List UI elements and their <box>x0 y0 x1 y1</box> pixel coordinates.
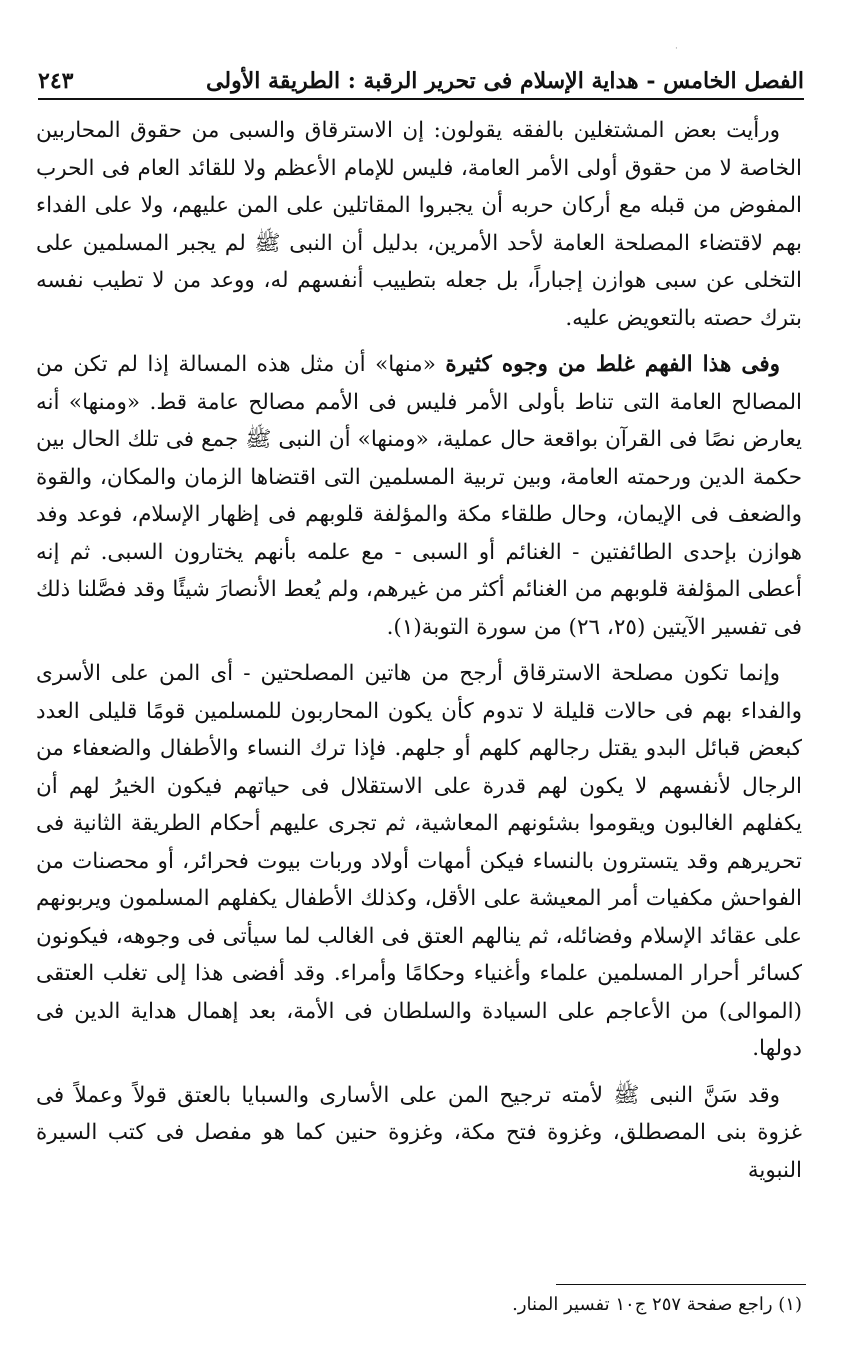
footnote: (١) راجع صفحة ٢٥٧ ج١٠ تفسير المنار. <box>512 1294 802 1315</box>
running-header <box>38 58 804 100</box>
paragraph-text: وقد سَنَّ النبى ﷺ لأمته ترجيح المن على الأسارى والسبايا بالعتق قولاً وعملاً فى غزوة بنى المصطلق، وغزوة فتح مكة، وغزوة حنين كما هو مفصل فى كتب السيرة النبوية <box>36 1082 802 1183</box>
chapter-title: الفصل الخامس - هداية الإسلام فى تحرير الرقبة : الطريقة الأولى <box>206 68 804 94</box>
paragraph <box>36 346 802 646</box>
scan-speck: · <box>675 44 678 54</box>
paragraph-text: ورأيت بعض المشتغلين بالفقه يقولون: إن الاسترقاق والسبى من حقوق المحاربين الخاصة لا من حقوق أولى الأمر العامة، فليس للإمام الأعظم ولا للقائد العام فى الحرب المفوض من قبله مع أركان حربه أن يجبروا المقاتلين على المن عليهم، ولا على الفداء بهم لاقتضاء المصلحة العامة لأحد الأمرين، بدليل أن النبى ﷺ لم يجبر المسلمين على التخلى عن سبى هوازن إجباراً، بل جعله بتطييب أنفسهم له، ووعد من لا تطيب نفسه بترك حصته بالتعويض عليه. <box>36 118 802 331</box>
footnote-divider <box>556 1284 806 1285</box>
paragraph <box>36 112 802 337</box>
paragraph-lead: وفى هذا الفهم غلط من وجوه كثيرة <box>445 352 780 377</box>
main-text <box>36 112 802 1198</box>
paragraph-text: «منها» أن مثل هذه المسالة إذا لم تكن من المصالح العامة التى تناط بأولى الأمر فليس فى الأمم مصالح عامة قط. «ومنها» أنه يعارض نصًا فى القرآن بواقعة حال عملية، «ومنها» أن النبى ﷺ جمع فى تلك الحال بين حكمة الدين ورحمته العامة، وبين تربية المسلمين التى اقتضاها الزمان والمكان، والقوة والضعف فى الإيمان، وحال طلقاء مكة والمؤلفة قلوبهم فى إظهار الإسلام، فوعد وفد هوازن بإحدى الطائفتين - الغنائم أو السبى - مع علمه بأنهم يختارون السبى. ثم إنه أعطى المؤلفة قلوبهم من الغنائم أكثر من غيرهم، ولم يُعط الأنصارَ شيئًا وقد فصَّلنا ذلك فى تفسير الآيتين (٢٥، ٢٦) من سورة التوبة(١). <box>36 352 802 640</box>
page-number: ٢٤٣ <box>38 68 74 94</box>
paragraph-text: وإنما تكون مصلحة الاسترقاق أرجح من هاتين المصلحتين - أى المن على الأسرى والفداء بهم فى حالات قليلة لا تدوم كأن يكون المحاربون للمسلمين قومًا قليلى العدد كبعض قبائل البدو يقتل رجالهم كلهم أو جلهم. فإذا ترك النساء والأطفال والضعفاء من الرجال لأنفسهم لا يكون لهم قدرة على الاستقلال فى حياتهم فيكون الخيرُ لهم أن يكفلهم الغالبون ويقوموا بشئونهم المعاشية، ثم تجرى عليهم أحكام الطريقة الثانية فى تحريرهم وقد يتسترون بالنساء فيكن أمهات أولاد وربات بيوت فحرائر، أو محصنات من الفواحش مكفيات أمر المعيشة على الأقل، وكذلك الأطفال يكفلهم المسلمون ويربونهم على عقائد الإسلام وفضائله، ثم ينالهم العتق فى الغالب لما سيأتى فى وجوهه، فيكونون كسائر أحرار المسلمين علماء وأغنياء وحكامًا وأمراء. وقد أفضى هذا إلى تغلب العتقى (الموالى) من الأعاجم على السيادة والسلطان فى الأمة، بعد إهمال هداية الدين فى دولها. <box>36 661 802 1061</box>
paragraph <box>36 655 802 1068</box>
paragraph <box>36 1077 802 1190</box>
